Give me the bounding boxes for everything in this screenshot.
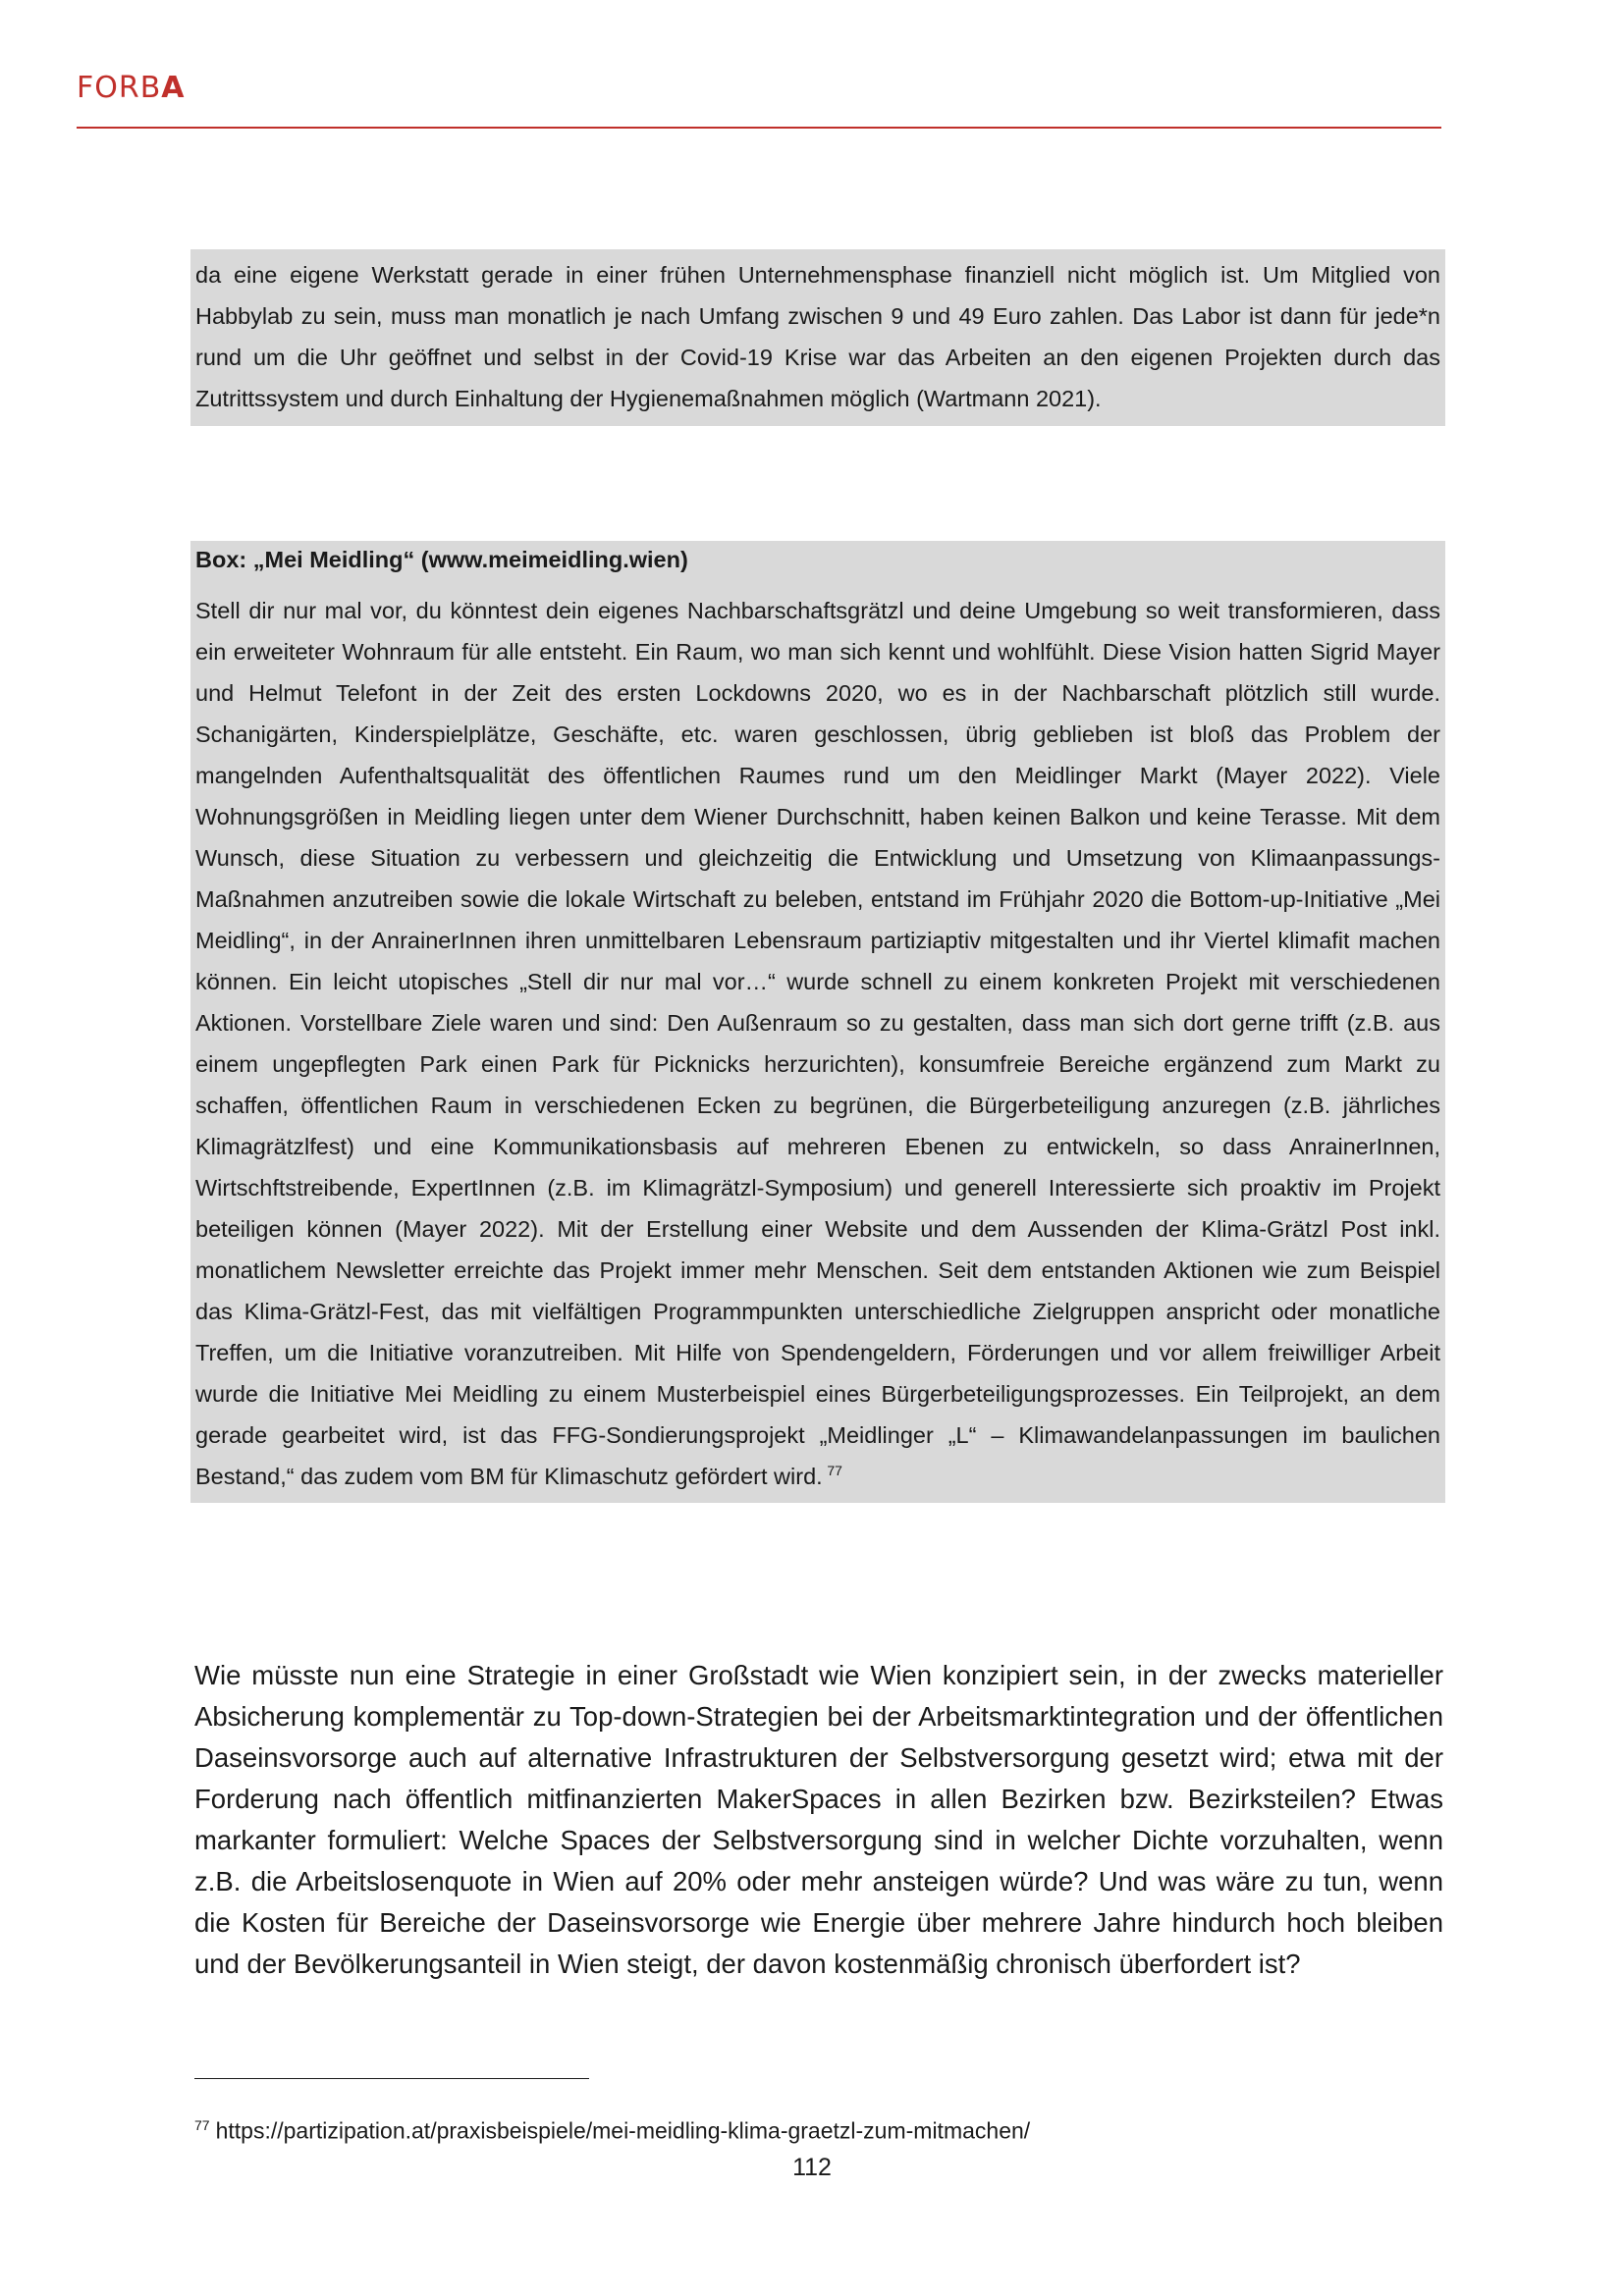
footnote-link[interactable]: https://partizipation.at/praxisbeispiele/mei-meidling-klima-graetzl-zum-mitmachen/ xyxy=(215,2117,1031,2144)
forba-logo xyxy=(77,71,186,105)
footnote-divider xyxy=(194,2078,589,2079)
box-paragraph xyxy=(195,590,1440,1497)
box-paragraph: da eine eigene Werkstatt gerade in einer frühen Unternehmensphase finanziell nicht möglich ist. Um Mitglied von Habbylab zu sein, muss man monatlich je nach Umfang zwischen 9 und 49 Euro zahlen. Das Labor ist dann für jede*n rund um die Uhr geöffnet und selbst in der Covid-19 Krise war das Arbeiten an den eigenen Projekten durch das Zutrittssystem und durch Einhaltung der Hygienemaßnahmen möglich (Wartmann 2021). xyxy=(195,262,1440,411)
logo-text-part2: A xyxy=(161,71,186,105)
footnote-number: 77 xyxy=(194,2117,210,2133)
logo-text-part1: FORB xyxy=(77,71,162,105)
body-paragraph: Wie müsste nun eine Strategie in einer Großstadt wie Wien konzipiert sein, in der zwecks materieller Absicherung komplementär zu Top-down-Strategien bei der Arbeitsmarktintegration und der öffentlichen Daseinsvorsorge auch auf alternative Infrastrukturen der Selbstversorgung gesetzt wird; etwa mit der Forderung nach öffentlich mitfinanzierten MakerSpaces in allen Bezirken bzw. Bezirksteilen? Etwas markanter formuliert: Welche Spaces der Selbstversorgung sind in welcher Dichte vorzuhalten, wenn z.B. die Arbeitslosenquote in Wien auf 20% oder mehr ansteigen würde? Und was wäre zu tun, wenn die Kosten für Bereiche der Daseinsvorsorge wie Energie über mehrere Jahre hindurch hoch bleiben und der Bevölkerungsanteil in Wien steigt, der davon kostenmäßig chronisch überfordert ist? xyxy=(194,1660,1443,1979)
info-box-habbylab xyxy=(190,249,1445,426)
header-divider xyxy=(77,127,1441,129)
box-paragraph-text: Stell dir nur mal vor, du könntest dein eigenes Nachbarschaftsgrätzl und deine Umgebung so weit transformieren, dass ein erweiteter Wohnraum für alle entsteht. Ein Raum, wo man sich kennt und wohlfühlt. Diese Vision hatten Sigrid Mayer und Helmut Telefont in der Zeit des ersten Lockdowns 2020, wo es in der Nachbarschaft plötzlich still wurde. Schanigärten, Kinderspielplätze, Geschäfte, etc. waren geschlossen, übrig geblieben ist bloß das Problem der mangelnden Aufenthaltsqualität des öffentlichen Raumes rund um den Meidlinger Markt (Mayer 2022). Viele Wohnungsgrößen in Meidling liegen unter dem Wiener Durchschnitt, haben keinen Balkon und keine Terasse. Mit dem Wunsch, diese Situation zu verbessern und gleichzeitig die Entwicklung und Umsetzung von Klimaanpassungs-Maßnahmen anzutreiben sowie die lokale Wirtschaft zu beleben, entstand im Frühjahr 2020 die Bottom-up-Initiative „Mei Meidling“, in der AnrainerInnen ihren unmittelbaren Lebensraum partiziaptiv mitgestalten und ihr Viertel klimafit machen können. Ein leicht utopisches „Stell dir nur mal vor…“ wurde schnell zu einem konkreten Projekt mit verschiedenen Aktionen. Vorstellbare Ziele waren und sind: Den Außenraum so zu gestalten, dass man sich dort gerne trifft (z.B. aus einem ungepflegten Park einen Park für Picknicks herzurichten), konsumfreie Bereiche ergänzend zum Markt zu schaffen, öffentlichen Raum in verschiedenen Ecken zu begrünen, die Bürgerbeteiligung anzuregen (z.B. jährliches Klimagrätzlfest) und eine Kommunikationsbasis auf mehreren Ebenen zu entwickeln, so dass AnrainerInnen, Wirtschftstreibende, ExpertInnen (z.B. im Klimagrätzl-Symposium) und generell Interessierte sich proaktiv im Projekt beteiligen können (Mayer 2022). Mit der Erstellung einer Website und dem Aussenden der Klima-Grätzl Post inkl. monatlichem Newsletter erreichte das Projekt immer mehr Menschen. Seit dem entstanden Aktionen wie zum Beispiel das Klima-Grätzl-Fest, das mit vielfältigen Programmpunkten unterschiedliche Zielgruppen anspricht oder monatliche Treffen, um die Initiative voranzutreiben. Mit Hilfe von Spendengeldern, Förderungen und vor allem freiwilliger Arbeit wurde die Initiative Mei Meidling zu einem Musterbeispiel eines Bürgerbeteiligungsprozesses. Ein Teilprojekt, an dem gerade gearbeitet wird, ist das FFG-Sondierungsprojekt „Meidlinger „L“ – Klimawandelanpassungen im baulichen Bestand,“ das zudem vom BM für Klimaschutz gefördert wird. xyxy=(195,598,1440,1489)
footnote xyxy=(194,2110,1030,2146)
box-title: Box: „Mei Meidling“ (www.meimeidling.wien) xyxy=(195,547,688,572)
page-number: 112 xyxy=(792,2154,832,2181)
info-box-mei-meidling xyxy=(190,541,1445,1503)
footnote-reference[interactable]: 77 xyxy=(827,1463,842,1479)
